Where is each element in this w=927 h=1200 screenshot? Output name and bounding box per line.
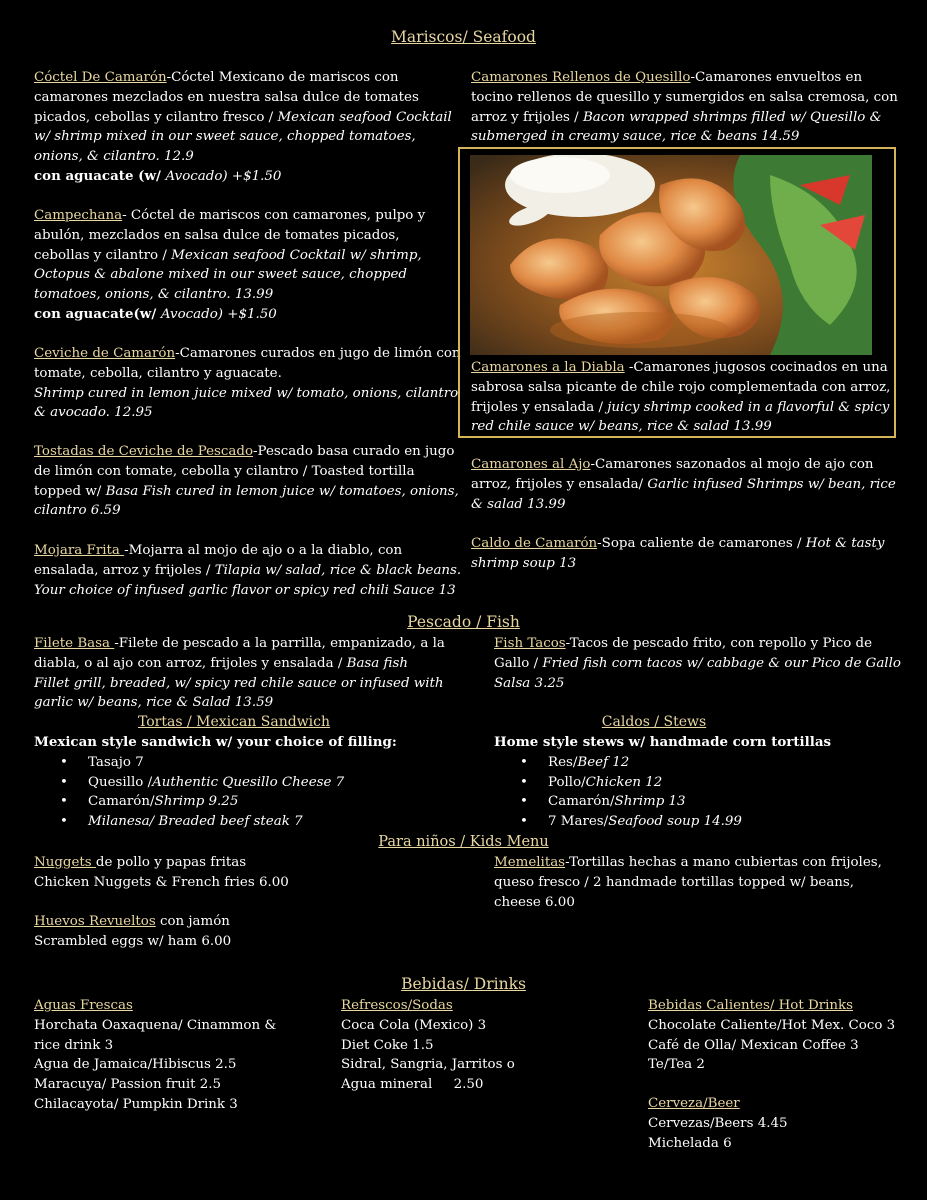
section-intro: Mexican style sandwich w/ your choice of filling: <box>34 734 397 750</box>
addon-price: Avocado) +$1.50 <box>165 168 282 184</box>
item-name: Cóctel De Camarón <box>34 70 167 85</box>
list-item <box>514 773 904 793</box>
item-name: Memelitas <box>494 855 566 870</box>
item-desc-en: Basa Fish cured in lemon juice w/ tomatoes, onions, cilantro 6.59 <box>34 483 459 519</box>
item-diabla <box>471 358 899 437</box>
drink-line: Horchata Oaxaquena/ Cinammon & <box>34 1017 277 1033</box>
drink-line: Agua mineral 2.50 <box>341 1077 484 1093</box>
refrescos-title: Refrescos/Sodas <box>341 998 453 1013</box>
item-es: 7 Mares/ <box>548 814 609 830</box>
item-name: Huevos Revueltos <box>34 914 156 929</box>
tortas-list <box>34 753 454 832</box>
tortas-title: Tortas / Mexican Sandwich <box>137 714 331 730</box>
item-desc-en: Tilapia w/ salad, rice & black beans. Your choice of infused garlic flavor or spicy red chili Sauce 13 <box>34 562 462 598</box>
item-name: Campechana <box>34 208 123 223</box>
item-name: Caldo de Camarón <box>471 536 598 551</box>
list-item <box>514 792 904 812</box>
item-huevos <box>34 912 454 952</box>
drink-line: Michelada 6 <box>648 1135 732 1151</box>
cerveza-title: Cerveza/Beer <box>648 1096 740 1111</box>
list-item <box>514 812 904 832</box>
aguas-title: Aguas Frescas <box>34 998 133 1013</box>
item-desc-en: Basa fish Fillet grill, breaded, w/ spicy red chile sauce or infused with garlic w/ beans, rice & Salad 13.59 <box>34 655 444 711</box>
seafood-title: Mariscos/ Seafood <box>391 28 536 46</box>
item-desc: -Camarones envueltos en tocino rellenos de quesillo y sumergidos en salsa cremosa, con arroz y frijoles / <box>471 70 898 125</box>
fish-title: Pescado / Fish <box>407 613 520 631</box>
caldos-section <box>494 733 904 832</box>
item-fish-tacos <box>494 634 906 693</box>
item-en: Beef 12 <box>577 754 630 770</box>
shrimp-dish-photo <box>470 155 872 355</box>
item-desc-en: Bacon wrapped shrimps filled w/ Quesillo & submerged in creamy sauce, rice & beans 14.59 <box>471 109 882 145</box>
item-desc-en: Garlic infused Shrimps w/ bean, rice & salad 13.99 <box>471 476 896 512</box>
calientes-title: Bebidas Calientes/ Hot Drinks <box>648 998 853 1013</box>
refrescos-section <box>341 996 621 1095</box>
item-name: Filete Basa <box>34 636 115 651</box>
item-en: Shrimp 13 <box>614 794 686 810</box>
item-nuggets <box>34 853 454 893</box>
item-es: Camarón/ <box>548 794 615 810</box>
item-desc: -Camarones sazonados al mojo de ajo con arroz, frijoles y ensalada/ <box>471 457 874 492</box>
drink-line: Te/Tea 2 <box>648 1057 705 1073</box>
section-intro: Home style stews w/ handmade corn tortillas <box>494 734 832 750</box>
item-desc: de pollo y papas fritas <box>95 855 247 870</box>
item-desc: -Camarones curados en jugo de limón con tomate, cebolla, cilantro y aguacate. <box>34 346 461 381</box>
drink-line: Café de Olla/ Mexican Coffee 3 <box>648 1037 859 1053</box>
item-desc: -Pescado basa curado en jugo de limón con tomate, cebolla y cilantro / Toasted tortilla topped w/ <box>34 444 455 499</box>
calientes-section <box>648 996 918 1075</box>
item-name: Mojara Frita <box>34 543 125 558</box>
item-es: Camarón/ <box>88 794 155 810</box>
item-name: Fish Tacos <box>494 636 566 651</box>
tortas-section <box>34 733 454 832</box>
item-desc-en: Mexican seafood Cocktail w/ shrimp mixed in our sweet sauce, chopped tomatoes, onions, & cilantro. 12.9 <box>34 109 452 165</box>
addon-price: Avocado) +$1.50 <box>160 306 277 322</box>
item-en: Milanesa/ Breaded beef steak 7 <box>88 814 303 830</box>
cerveza-section <box>648 1094 918 1153</box>
item-name: Nuggets <box>34 855 96 870</box>
caldos-title: Caldos / Stews <box>601 714 707 730</box>
list-item <box>514 753 904 773</box>
item-memelitas <box>494 853 904 912</box>
item-desc: -Sopa caliente de camarones / <box>597 536 806 551</box>
item-en: Seafood soup 14.99 <box>608 814 742 830</box>
item-ceviche <box>34 344 462 423</box>
addon-label: con aguacate(w/ <box>34 305 161 322</box>
item-es: Tasajo 7 <box>88 754 144 770</box>
item-desc: -Filete de pescado a la parrilla, empanizado, a la diabla, o al ajo con arroz, frijoles y ensalada / <box>34 636 445 671</box>
item-tostadas <box>34 442 462 521</box>
item-desc: -Tacos de pescado frito, con repollo y Pico de Gallo / <box>494 636 873 671</box>
drink-line: Agua de Jamaica/Hibiscus 2.5 <box>34 1057 237 1073</box>
drink-line: Maracuya/ Passion fruit 2.5 <box>34 1077 222 1093</box>
item-rellenos <box>471 68 901 147</box>
aguas-section <box>34 996 294 1115</box>
item-es: Quesillo / <box>88 774 153 790</box>
item-desc-en: Scrambled eggs w/ ham 6.00 <box>34 933 232 949</box>
item-filete <box>34 634 446 713</box>
item-name: Ceviche de Camarón <box>34 346 176 361</box>
item-name: Camarones a la Diabla <box>471 360 625 375</box>
item-desc: -Cóctel Mexicano de mariscos con camarones mezclados en nuestra salsa dulce de tomates picados, cebollas y cilantro fresco / <box>34 70 419 125</box>
item-caldo-camaron <box>471 534 899 574</box>
drinks-title: Bebidas/ Drinks <box>401 975 526 993</box>
item-desc-en: juicy shrimp cooked in a flavorful & spicy red chile sauce w/ beans, rice & salad 13.99 <box>471 399 890 435</box>
item-coctel <box>34 68 466 187</box>
item-desc: -Mojarra al mojo de ajo o a la diablo, con ensalada, arroz y frijoles / <box>34 543 403 578</box>
drink-line: rice drink 3 <box>34 1037 114 1053</box>
drink-line: Cervezas/Beers 4.45 <box>648 1115 788 1131</box>
list-item <box>54 812 454 832</box>
item-mojarra <box>34 541 464 600</box>
drink-line: Diet Coke 1.5 <box>341 1037 434 1053</box>
caldos-list <box>494 753 904 832</box>
list-item <box>54 773 454 793</box>
drink-line: Coca Cola (Mexico) 3 <box>341 1017 487 1033</box>
item-name: Camarones Rellenos de Quesillo <box>471 70 691 85</box>
item-es: Pollo/ <box>548 774 586 790</box>
item-campechana <box>34 206 434 325</box>
item-desc: con jamón <box>155 914 230 929</box>
item-ajo <box>471 455 899 514</box>
addon-label: con aguacate (w/ <box>34 167 166 184</box>
list-item <box>54 792 454 812</box>
item-desc-en: Chicken Nuggets & French fries 6.00 <box>34 874 289 890</box>
item-en: Authentic Quesillo Cheese 7 <box>152 774 345 790</box>
item-name: Tostadas de Ceviche de Pescado <box>34 444 254 459</box>
item-desc: -Camarones jugosos cocinados en una sabrosa salsa picante de chile rojo complementada con arroz, frijoles y ensalada / <box>471 360 891 415</box>
list-item <box>54 753 454 773</box>
drink-line: Chilacayota/ Pumpkin Drink 3 <box>34 1096 238 1112</box>
drink-line: Chocolate Caliente/Hot Mex. Coco 3 <box>648 1017 896 1033</box>
item-desc-en: Fried fish corn tacos w/ cabbage & our Pico de Gallo Salsa 3.25 <box>494 655 901 691</box>
kids-title: Para niños / Kids Menu <box>378 834 549 850</box>
item-desc-en: Shrimp cured in lemon juice mixed w/ tomato, onions, cilantro & avocado. 12.95 <box>34 385 459 421</box>
item-es: Res/ <box>548 754 578 770</box>
item-en: Chicken 12 <box>585 774 663 790</box>
item-desc: -Tortillas hechas a mano cubiertas con frijoles, queso fresco / 2 handmade tortillas topped w/ beans, cheese 6.00 <box>494 855 882 910</box>
item-desc: - Cóctel de mariscos con camarones, pulpo y abulón, mezclados en salsa dulce de tomates picados, cebollas y cilantro / <box>34 208 426 263</box>
item-en: Shrimp 9.25 <box>154 794 239 810</box>
item-name: Camarones al Ajo <box>471 457 591 472</box>
item-desc-en: Mexican seafood Cocktail w/ shrimp, Octopus & abalone mixed in our sweet sauce, chopped tomatoes, onions, & cilantro. 13.99 <box>34 247 422 303</box>
drink-line: Sidral, Sangria, Jarritos o <box>341 1057 515 1073</box>
item-desc-en: Hot & tasty shrimp soup 13 <box>471 536 885 571</box>
